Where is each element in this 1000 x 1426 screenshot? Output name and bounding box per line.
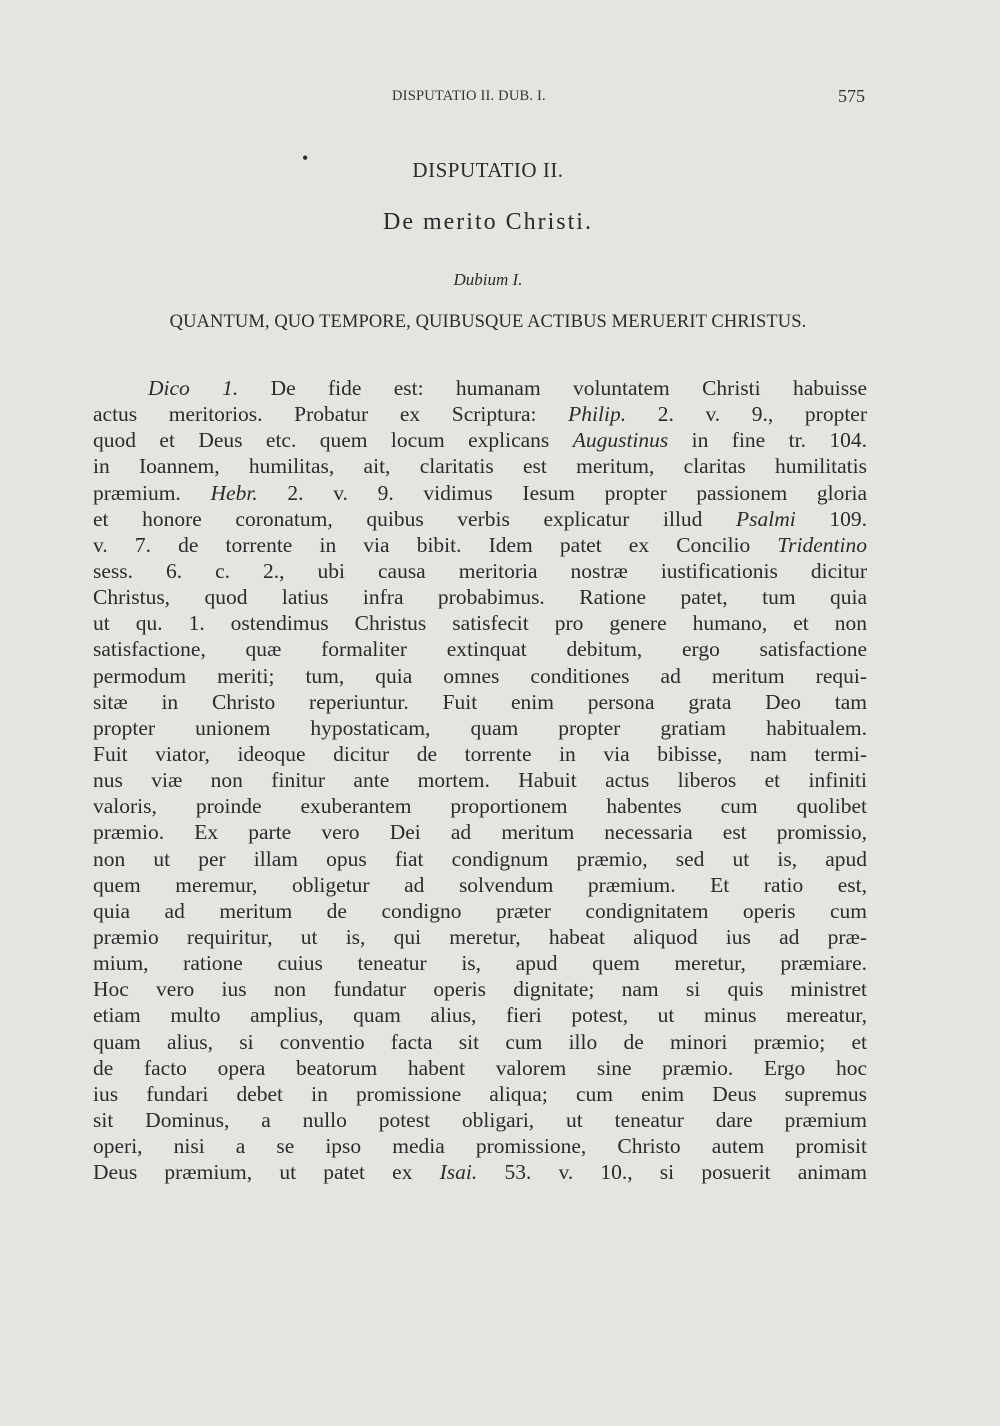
text-line: operi, nisi a se ipso media promissione, Christo autem promisit bbox=[93, 1134, 867, 1159]
text-run: v. 7. de torrente in via bibit. Idem patet ex Concilio bbox=[93, 532, 751, 557]
text-line: nus viæ non finitur ante mortem. Habuit actus liberos et infiniti bbox=[93, 768, 867, 793]
text-line: permodum meriti; tum, quia omnes conditiones ad meritum requi- bbox=[93, 663, 867, 688]
text-line: sit Dominus, a nullo potest obligari, ut teneatur dare præmium bbox=[93, 1107, 867, 1132]
italic-term: Hebr. bbox=[210, 480, 258, 505]
text-run: quod et Deus etc. quem locum explicans bbox=[93, 428, 550, 453]
text-run: Deus præmium, ut patet ex bbox=[93, 1160, 413, 1185]
text-line: ut qu. 1. ostendimus Christus satisfecit pro genere humano, et non bbox=[93, 611, 867, 636]
question-heading: QUANTUM, QUO TEMPORE, QUIBUSQUE ACTIBUS MERUERIT CHRISTUS. bbox=[169, 312, 807, 332]
text-run: 2. v. 9., propter bbox=[657, 402, 867, 427]
text-run: 109. bbox=[829, 506, 868, 531]
disputatio-title: DISPUTATIO II. bbox=[412, 158, 564, 182]
text-run: actus meritorios. Probatur ex Scriptura: bbox=[93, 402, 537, 427]
body-text bbox=[93, 375, 867, 1185]
text-line bbox=[93, 532, 867, 558]
italic-term: Isai. bbox=[439, 1160, 478, 1185]
section-subtitle: De merito Christi. bbox=[383, 209, 593, 235]
text-line: Christus, quod latius infra probabimus. Ratione patet, tum quia bbox=[93, 585, 867, 610]
text-line bbox=[93, 427, 867, 453]
text-run: præmium. bbox=[93, 480, 181, 505]
page-number: 575 bbox=[838, 86, 865, 106]
text-line: in Ioannem, humilitas, ait, claritatis est meritum, claritas humilitatis bbox=[93, 454, 867, 479]
text-line bbox=[93, 480, 867, 506]
text-line bbox=[93, 506, 867, 532]
text-line: valoris, proinde exuberantem proportionem habentes cum quolibet bbox=[93, 794, 867, 819]
text-line: de facto opera beatorum habent valorem sine præmio. Ergo hoc bbox=[93, 1055, 867, 1080]
text-run: 2. v. 9. vidimus Iesum propter passionem gloria bbox=[287, 480, 868, 505]
text-line: mium, ratione cuius teneatur is, apud quem meretur, præmiare. bbox=[93, 951, 867, 976]
text-run: 53. v. 10., si posuerit animam bbox=[504, 1160, 868, 1185]
text-line bbox=[93, 401, 867, 427]
italic-term: Tridentino bbox=[777, 532, 867, 557]
text-line: quia ad meritum de condigno præter condignitatem operis cum bbox=[93, 898, 867, 923]
italic-term: Psalmi bbox=[736, 506, 796, 531]
running-head bbox=[0, 88, 1000, 112]
italic-term: Augustinus bbox=[572, 428, 669, 453]
text-line: ius fundari debet in promissione aliqua; cum enim Deus supremus bbox=[93, 1081, 867, 1106]
dubium-heading: Dubium I. bbox=[453, 270, 523, 289]
text-line: propter unionem hypostaticam, quam propter gratiam habitualem. bbox=[93, 715, 867, 740]
text-line: quem meremur, obligetur ad solvendum præmium. Et ratio est, bbox=[93, 872, 867, 897]
text-line: non ut per illam opus fiat condignum præmio, sed ut is, apud bbox=[93, 846, 867, 871]
running-title: DISPUTATIO II. DUB. I. bbox=[392, 88, 546, 104]
italic-term: Dico 1. bbox=[148, 376, 239, 400]
text-line: sitæ in Christo reperiuntur. Fuit enim persona grata Deo tam bbox=[93, 689, 867, 714]
text-line: Fuit viator, ideoque dicitur de torrente in via bibisse, nam termi- bbox=[93, 741, 867, 766]
text-run: in fine tr. 104. bbox=[691, 428, 867, 453]
text-line: Hoc vero ius non fundatur operis dignitate; nam si quis ministret bbox=[93, 977, 867, 1002]
bullet-mark: • bbox=[302, 148, 309, 168]
text-line: præmio requiritur, ut is, qui meretur, habeat aliquod ius ad præ- bbox=[93, 924, 867, 949]
text-line: quam alius, si conventio facta sit cum illo de minori præmio; et bbox=[93, 1029, 867, 1054]
text-line: sess. 6. c. 2., ubi causa meritoria nostræ iustificationis dicitur bbox=[93, 558, 867, 583]
italic-term: Philip. bbox=[568, 402, 627, 427]
text-line bbox=[93, 1159, 867, 1185]
text-line: præmio. Ex parte vero Dei ad meritum necessaria est promissio, bbox=[93, 820, 867, 845]
text-run: De fide est: humanam voluntatem Christi habuisse bbox=[238, 376, 867, 400]
text-line: satisfactione, quæ formaliter extinquat debitum, ergo satisfactione bbox=[93, 637, 867, 662]
text-line: etiam multo amplius, quam alius, fieri potest, ut minus mereatur, bbox=[93, 1003, 867, 1028]
text-line bbox=[93, 375, 867, 401]
text-run: et honore coronatum, quibus verbis explicatur illud bbox=[93, 506, 703, 531]
